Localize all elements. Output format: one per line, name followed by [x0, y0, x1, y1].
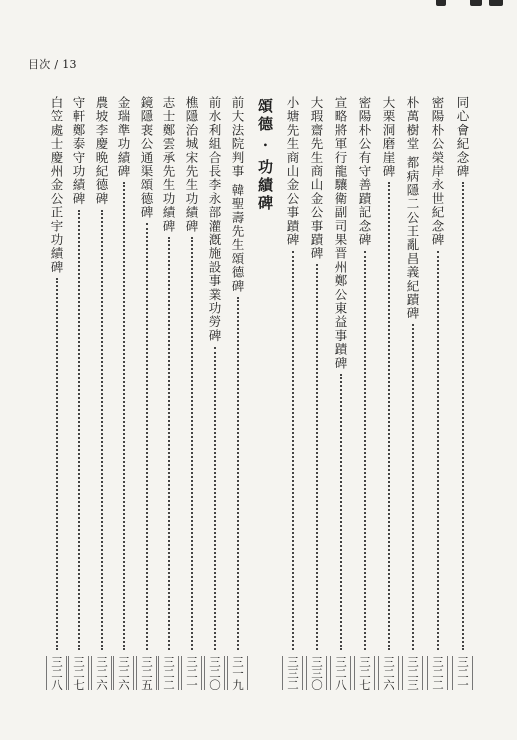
dot-leader — [462, 182, 464, 649]
entry-page: 三二七 — [68, 656, 89, 691]
edge-mark — [436, 0, 446, 6]
dot-leader — [191, 237, 193, 650]
entry-title: 農坡李慶晩紀德碑 — [94, 96, 109, 206]
toc-entry[interactable] — [332, 96, 349, 690]
entry-title: 金瑞準功績碑 — [116, 96, 131, 179]
entry-title: 朴萬樹堂 都病隱二公王亂昌義紀蹟碑 — [405, 96, 420, 321]
edge-mark — [470, 0, 482, 6]
entry-title: 鏡隱裵公通渠頌德碑 — [139, 96, 154, 220]
dot-leader — [364, 251, 366, 650]
entry-title: 宣略將軍行龍驤衛副司果晋州鄭公東益事蹟碑 — [333, 96, 348, 370]
dot-leader — [237, 297, 239, 650]
toc-entry[interactable] — [115, 96, 132, 690]
entry-page: 三二八 — [46, 656, 67, 691]
entry-page: 三二七 — [354, 656, 375, 691]
top-edge — [0, 0, 517, 10]
dot-leader — [168, 237, 170, 650]
dot-leader — [146, 223, 148, 649]
entry-title: 大瑕齋先生商山金公事蹟碑 — [309, 96, 324, 261]
dot-leader — [388, 182, 390, 649]
toc-entry[interactable] — [308, 96, 325, 690]
entry-page: 三二二 — [158, 656, 179, 691]
entry-title: 樵隱治城宋先生功績碑 — [184, 96, 199, 233]
entry-page: 三一九 — [227, 656, 248, 691]
dot-leader — [214, 347, 216, 650]
dot-leader — [316, 264, 318, 649]
dot-leader — [292, 251, 294, 650]
entry-page: 三二六 — [91, 656, 112, 691]
entry-page: 三二三 — [402, 656, 423, 691]
entry-page: 三二一 — [181, 656, 202, 691]
dot-leader — [101, 210, 103, 650]
toc-entry[interactable] — [229, 96, 246, 690]
dot-leader — [123, 182, 125, 649]
toc-entry[interactable] — [48, 96, 65, 690]
dot-leader — [340, 374, 342, 650]
entry-title: 密陽朴公有守善蹟記念碑 — [357, 96, 372, 247]
toc-entry[interactable] — [206, 96, 223, 690]
entry-title: 守軒鄭泰守功績碑 — [71, 96, 86, 206]
entry-title: 密陽朴公榮岸永世紀念碑 — [430, 96, 445, 247]
entry-title: 大栗洞磨崖碑 — [381, 96, 396, 179]
toc-entry[interactable] — [284, 96, 301, 690]
entry-title: 前大法院判事 韓聖壽先生頌德碑 — [230, 96, 245, 293]
running-head: 目次 / 13 — [28, 58, 77, 71]
entry-title: 白笠處士慶州金公正宇功績碑 — [49, 96, 64, 275]
dot-leader — [78, 210, 80, 650]
entry-page: 三二八 — [330, 656, 351, 691]
entry-title: 同心會紀念碑 — [455, 96, 470, 179]
entry-page: 三三〇 — [306, 656, 327, 691]
toc-entry[interactable] — [429, 96, 446, 690]
toc-entry[interactable] — [356, 96, 373, 690]
section-heading: 頌德 · 功績碑 — [256, 98, 274, 213]
entry-page: 三二一 — [452, 656, 473, 691]
toc-entry[interactable] — [380, 96, 397, 690]
toc-entry[interactable] — [138, 96, 155, 690]
entry-page: 三二二 — [427, 656, 448, 691]
entry-title: 小塘先生商山金公事蹟碑 — [285, 96, 300, 247]
toc-entry[interactable] — [404, 96, 421, 690]
toc-entry[interactable] — [183, 96, 200, 690]
toc-entry[interactable] — [70, 96, 87, 690]
entry-page: 三二〇 — [204, 656, 225, 691]
entry-page: 三二五 — [136, 656, 157, 691]
toc-entry[interactable] — [93, 96, 110, 690]
entry-title: 志士鄭雲承先生功績碑 — [161, 96, 176, 233]
dot-leader — [412, 324, 414, 649]
entry-page: 三二六 — [113, 656, 134, 691]
dot-leader — [437, 251, 439, 650]
dot-leader — [56, 278, 58, 649]
toc-entry[interactable] — [160, 96, 177, 690]
entry-page: 三三二 — [282, 656, 303, 691]
edge-mark — [489, 0, 503, 6]
toc-entry[interactable] — [454, 96, 471, 690]
entry-title: 前水利組合長李永部灌漑施設事業功勞碑 — [207, 96, 222, 343]
entry-page: 三二六 — [378, 656, 399, 691]
